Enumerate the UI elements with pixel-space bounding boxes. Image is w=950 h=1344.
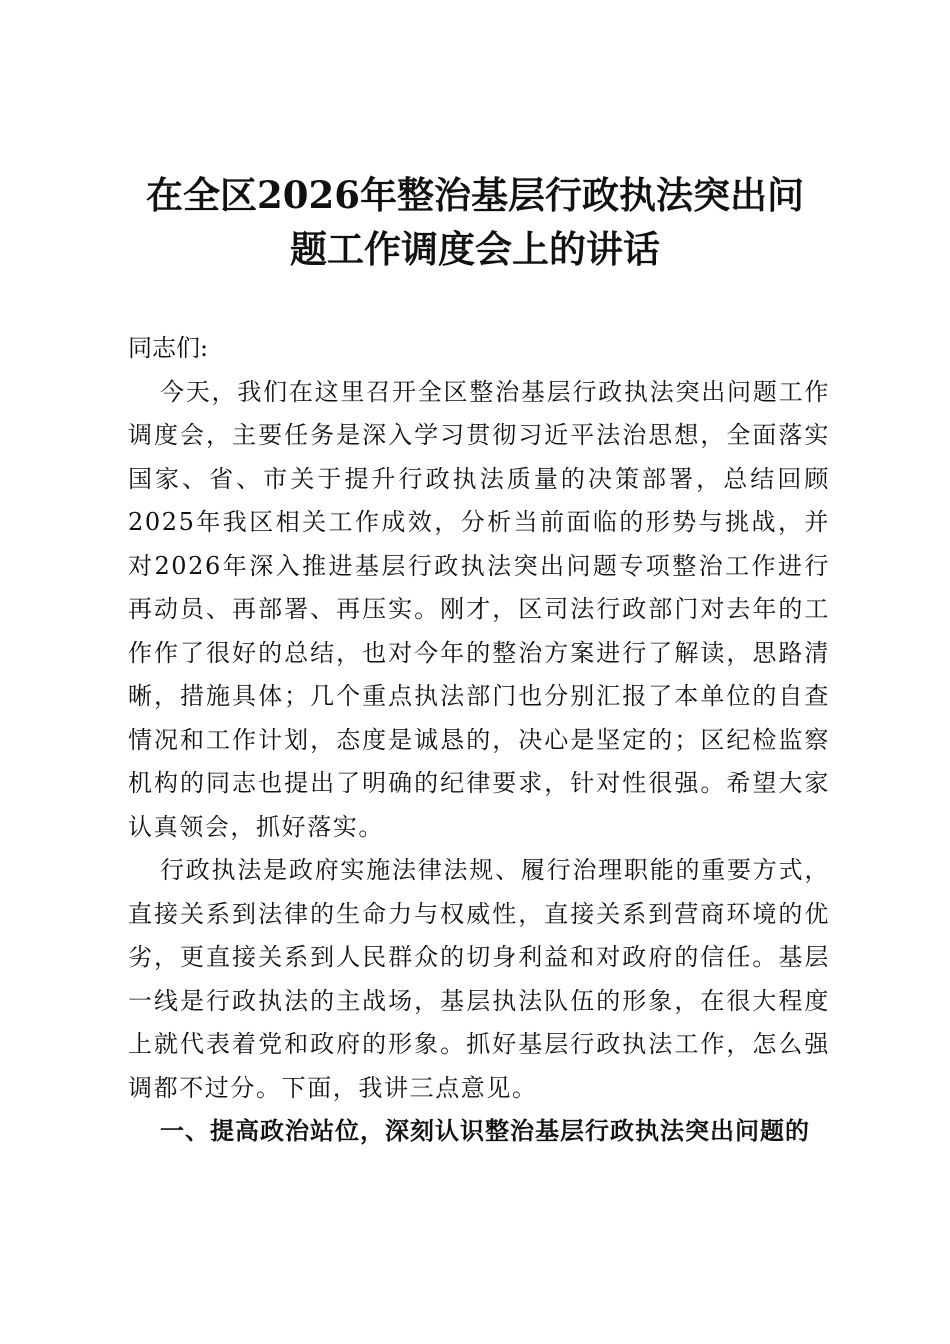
document-body [128,327,830,1154]
body-paragraph-2: 行政执法是政府实施法律法规、履行治理职能的重要方式，直接关系到法律的生命力与权威性，直接关系到营商环境的优劣，更直接关系到人民群众的切身利益和对政府的信任。基层一线是行政执法的主战场，基层执法队伍的形象，在很大程度上就代表着党和政府的形象。抓好基层行政执法工作，怎么强调都不过分。下面，我讲三点意见。 [128,856,830,1102]
salutation: 同志们: [128,334,209,362]
body-paragraph-1: 今天，我们在这里召开全区整治基层行政执法突出问题工作调度会，主要任务是深入学习贯彻习近平法治思想，全面落实国家、省、市关于提升行政执法质量的决策部署，总结回顾2025年我区相关工作成效，分析当前面临的形势与挑战，并对2026年深入推进基层行政执法突出问题专项整治工作进行再动员、再部署、再压实。刚才，区司法行政部门对去年的工作作了很好的总结，也对今年的整治方案进行了解读，思路清晰，措施具体；几个重点执法部门也分别汇报了本单位的自查情况和工作计划，态度是诚恳的，决心是坚定的；区纪检监察机构的同志也提出了明确的纪律要求，针对性很强。希望大家认真领会，抓好落实。 [128,377,830,841]
section-heading: 一、提高政治站位，深刻认识整治基层行政执法突出问题的 [160,1117,810,1145]
document-title: 在全区2026年整治基层行政执法突出问题工作调度会上的讲话 [146,173,804,271]
